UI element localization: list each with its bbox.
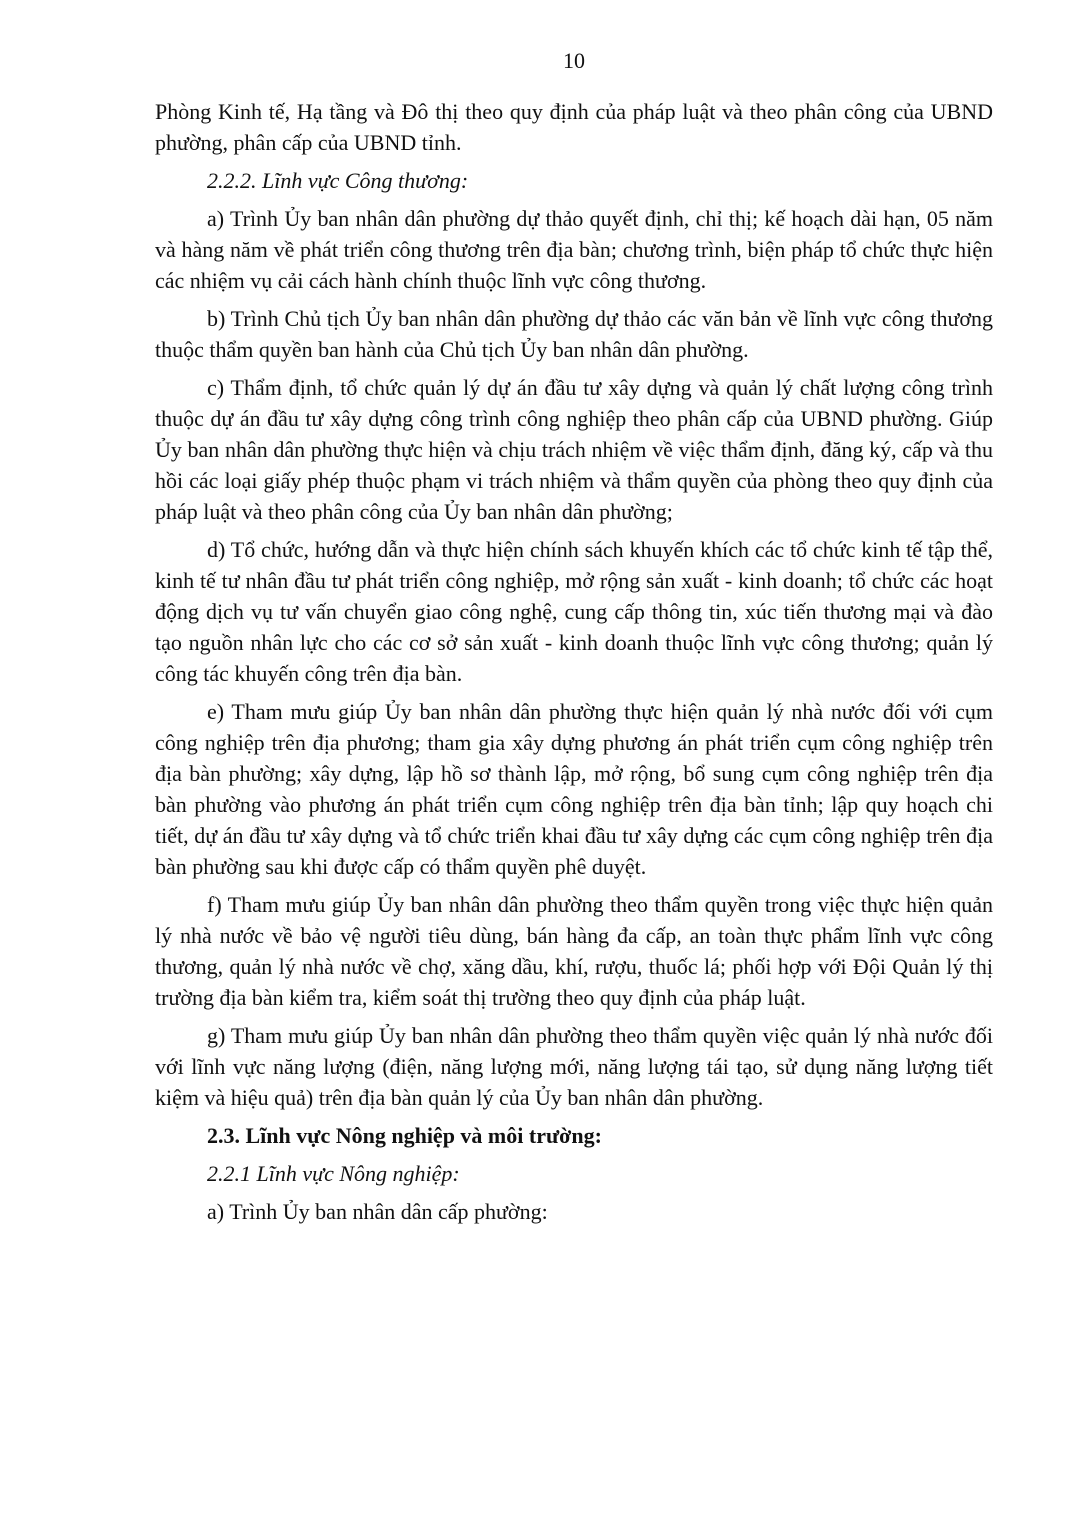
clause-f-cong-thuong: f) Tham mưu giúp Ủy ban nhân dân phường theo thẩm quyền trong việc thực hiện quản lý nhà nước về bảo vệ người tiêu dùng, bán hàng đa cấp, an toàn thực phẩm lĩnh vực công thương, quản lý nhà nước về chợ, xăng dầu, khí, rượu, thuốc lá; phối hợp với Đội Quản lý thị trường địa bàn kiểm tra, kiểm soát thị trường theo quy định của pháp luật.	[155, 892, 993, 1010]
clause-b-cong-thuong: b) Trình Chủ tịch Ủy ban nhân dân phường dự thảo các văn bản về lĩnh vực công thương thuộc thẩm quyền ban hành của Chủ tịch Ủy ban nhân dân phường.	[155, 306, 993, 362]
clause-d-cong-thuong: d) Tổ chức, hướng dẫn và thực hiện chính sách khuyến khích các tổ chức kinh tế tập thể, kinh tế tư nhân đầu tư phát triển công nghiệp, mở rộng sản xuất - kinh doanh; tổ chức các hoạt động dịch vụ tư vấn chuyển giao công nghệ, cung cấp thông tin, xúc tiến thương mại và đào tạo nguồn nhân lực cho các cơ sở sản xuất - kinh doanh thuộc lĩnh vực công thương; quản lý công tác khuyến công trên địa bàn.	[155, 537, 993, 686]
clause-g-cong-thuong: g) Tham mưu giúp Ủy ban nhân dân phường theo thẩm quyền việc quản lý nhà nước đối với lĩnh vực năng lượng (điện, năng lượng mới, năng lượng tái tạo, sử dụng năng lượng tiết kiệm và hiệu quả) trên địa bàn quản lý của Ủy ban nhân dân phường.	[155, 1023, 993, 1110]
subsection-heading-2-2-1: 2.2.1 Lĩnh vực Nông nghiệp:	[207, 1161, 460, 1186]
clause-a-nong-nghiep: a) Trình Ủy ban nhân dân cấp phường:	[207, 1199, 548, 1224]
clause-c-cong-thuong: c) Thẩm định, tổ chức quản lý dự án đầu tư xây dựng và quản lý chất lượng công trình thuộc dự án đầu tư xây dựng công trình công nghiệp theo phân cấp của UBND phường. Giúp Ủy ban nhân dân phường thực hiện và chịu trách nhiệm về việc thẩm định, đăng ký, cấp và thu hồi các loại giấy phép thuộc phạm vi trách nhiệm và thẩm quyền của phòng theo quy định của pháp luật và theo phân công của Ủy ban nhân dân phường;	[155, 375, 993, 524]
clause-a-cong-thuong: a) Trình Ủy ban nhân dân phường dự thảo quyết định, chỉ thị; kế hoạch dài hạn, 05 năm và hàng năm về phát triển công thương trên địa bàn; chương trình, biện pháp tổ chức thực hiện các nhiệm vụ cải cách hành chính thuộc lĩnh vực công thương.	[155, 206, 993, 293]
page-number: 10	[563, 48, 585, 73]
section-heading-2-3: 2.3. Lĩnh vực Nông nghiệp và môi trường:	[207, 1123, 602, 1148]
clause-e-cong-thuong: e) Tham mưu giúp Ủy ban nhân dân phường thực hiện quản lý nhà nước đối với cụm công nghiệp trên địa phương; tham gia xây dựng phương án phát triển cụm công nghiệp trên địa bàn phường; xây dựng, lập hồ sơ thành lập, mở rộng, bổ sung cụm công nghiệp trên địa bàn phường vào phương án phát triển cụm công nghiệp trên địa bàn tỉnh; lập quy hoạch chi tiết, dự án đầu tư xây dựng và tổ chức triển khai đầu tư xây dựng các cụm công nghiệp trên địa bàn phường sau khi được cấp có thẩm quyền phê duyệt.	[155, 699, 993, 879]
section-heading-2-2-2: 2.2.2. Lĩnh vực Công thương:	[207, 168, 469, 193]
paragraph-continuation: Phòng Kinh tế, Hạ tầng và Đô thị theo quy định của pháp luật và theo phân công của UBND phường, phân cấp của UBND tỉnh.	[155, 99, 993, 155]
